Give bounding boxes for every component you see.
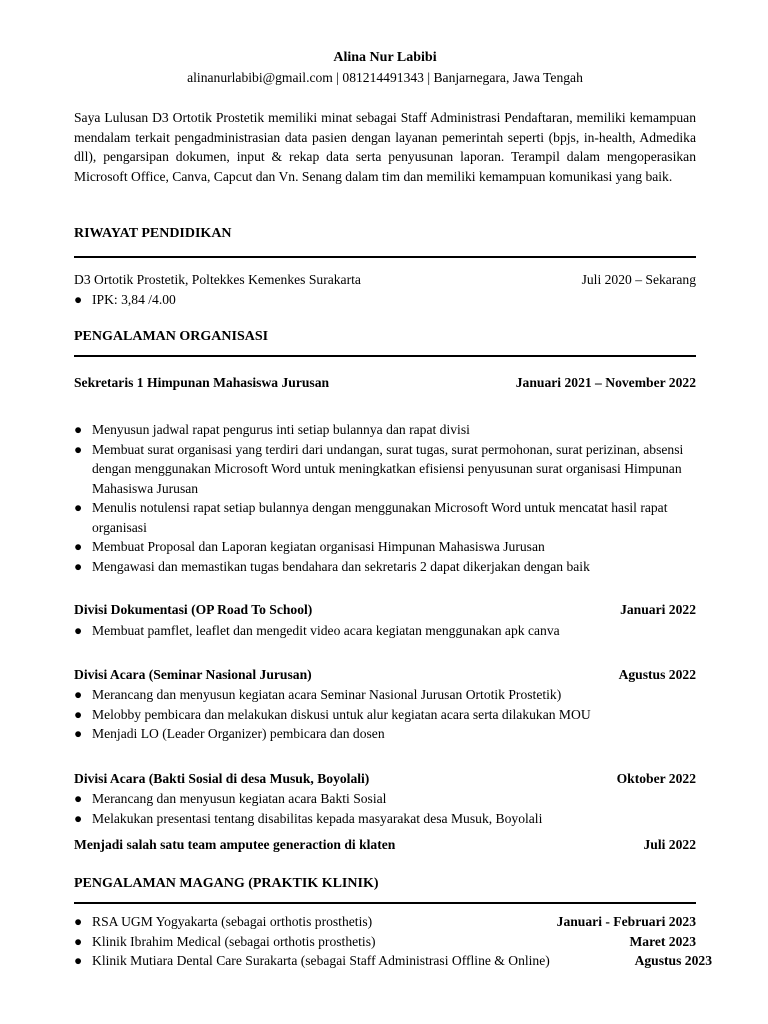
- org-entry-title-row: [74, 771, 696, 787]
- internship-heading: PENGALAMAN MAGANG (PRAKTIK KLINIK): [74, 876, 379, 891]
- org-entry-date: Juli 2022: [643, 837, 696, 852]
- list-item: ● Menulis notulensi rapat setiap bulannya dengan menggunakan Microsoft Word untuk mencatat hasil rapat organisasi: [74, 500, 668, 535]
- resume-name: Alina Nur Labibi: [333, 50, 437, 65]
- list-item: ● Merancang dan menyusun kegiatan acara Seminar Nasional Jurusan Ortotik Prostetik): [74, 687, 562, 702]
- org-entry-list: [74, 621, 696, 641]
- internship-divider: [74, 902, 696, 904]
- contact-line: alinanurlabibi@gmail.com | 081214491343 | Banjarnegara, Jawa Tengah: [187, 70, 583, 85]
- list-item: ● Membuat pamflet, leaflet dan mengedit video acara kegiatan menggunakan apk canva: [74, 623, 560, 638]
- org-entry-title-row: [74, 667, 696, 683]
- education-row: [74, 272, 696, 288]
- list-item: ● Menyusun jadwal rapat pengurus inti setiap bulannya dan rapat divisi: [74, 422, 470, 437]
- org-entry-title-row: [74, 837, 696, 853]
- education-divider: [74, 256, 696, 258]
- org-entry-title-row: [74, 375, 696, 391]
- org-entry-date: Agustus 2022: [618, 667, 696, 682]
- education-list: [74, 290, 696, 310]
- list-item: ● Melobby pembicara dan melakukan diskusi untuk alur kegiatan acara serta dilakukan MOU: [74, 706, 591, 722]
- org-entry-title-row: [74, 602, 696, 618]
- education-period: Juli 2020 – Sekarang: [581, 272, 696, 287]
- organization-heading: PENGALAMAN ORGANISASI: [74, 329, 269, 344]
- internship-date: Januari - Februari 2023: [556, 914, 696, 929]
- org-entry-title: Menjadi salah satu team amputee generaction di klaten: [74, 837, 396, 852]
- list-item: ● Klinik Ibrahim Medical (sebagai orthotis prosthetis) Maret 2023: [74, 932, 712, 952]
- internship-list: [74, 912, 712, 971]
- internship-date: Maret 2023: [629, 933, 696, 949]
- org-entry-list: [74, 685, 696, 744]
- list-item: ● Membuat Proposal dan Laporan kegiatan organisasi Himpunan Mahasiswa Jurusan: [74, 539, 545, 554]
- org-entry-date: Januari 2021 – November 2022: [515, 375, 696, 390]
- internship-place: Klinik Mutiara Dental Care Surakarta (sebagai Staff Administrasi Offline & Online): [92, 953, 550, 968]
- org-entry-list: [74, 789, 696, 828]
- list-item: ● RSA UGM Yogyakarta (sebagai orthotis prosthetis) Januari - Februari 2023: [74, 912, 712, 932]
- org-entry-title: Divisi Acara (Bakti Sosial di desa Musuk, Boyolali): [74, 771, 370, 786]
- education-school: D3 Ortotik Prostetik, Poltekkes Kemenkes Surakarta: [74, 272, 361, 287]
- internship-place: Klinik Ibrahim Medical (sebagai orthotis prosthetis): [92, 933, 376, 949]
- org-entry-title: Sekretaris 1 Himpunan Mahasiswa Jurusan: [74, 375, 330, 390]
- education-heading: RIWAYAT PENDIDIKAN: [74, 226, 232, 241]
- list-item: ● Melakukan presentasi tentang disabilitas kepada masyarakat desa Musuk, Boyolali: [74, 810, 543, 826]
- list-item: ● Merancang dan menyusun kegiatan acara Bakti Sosial: [74, 791, 387, 806]
- org-entry-title: Divisi Dokumentasi (OP Road To School): [74, 602, 313, 617]
- list-item: ● Membuat surat organisasi yang terdiri dari undangan, surat tugas, surat permohonan, surat perizinan, absensi dengan menggunakan Microsoft Word untuk meningkatkan efisiensi penyusunan surat organisasi Himpunan Mahasiswa Jurusan: [74, 441, 684, 496]
- list-item: ● IPK: 3,84 /4.00: [74, 292, 176, 307]
- list-item: ● Klinik Mutiara Dental Care Surakarta (sebagai Staff Administrasi Offline & Online) Agustus 2023: [74, 951, 712, 971]
- org-entry-title: Divisi Acara (Seminar Nasional Jurusan): [74, 667, 312, 682]
- summary-paragraph: Saya Lulusan D3 Ortotik Prostetik memiliki minat sebagai Staff Administrasi Pendaftaran, memiliki kemampuan mendalam terkait pengadministrasian data pasien dengan layanan pemerintah seperti (bpjs, in-health, Admedika dll), pengarsipan dokumen, input & rekap data serta penyusunan laporan. Terampil dalam mengoperasikan Microsoft Office, Canva, Capcut dan Vn. Senang dalam tim dan memiliki kemampuan komunikasi yang baik.: [74, 110, 696, 184]
- org-entry-date: Januari 2022: [620, 602, 696, 617]
- org-entry-date: Oktober 2022: [616, 771, 696, 786]
- list-item: ● Menjadi LO (Leader Organizer) pembicara dan dosen: [74, 726, 385, 741]
- organization-divider: [74, 355, 696, 357]
- internship-place: RSA UGM Yogyakarta (sebagai orthotis prosthetis): [92, 914, 373, 929]
- org-entry-list: [74, 420, 696, 576]
- internship-date: Agustus 2023: [634, 953, 712, 968]
- list-item: ● Mengawasi dan memastikan tugas bendahara dan sekretaris 2 dapat dikerjakan dengan baik: [74, 558, 590, 574]
